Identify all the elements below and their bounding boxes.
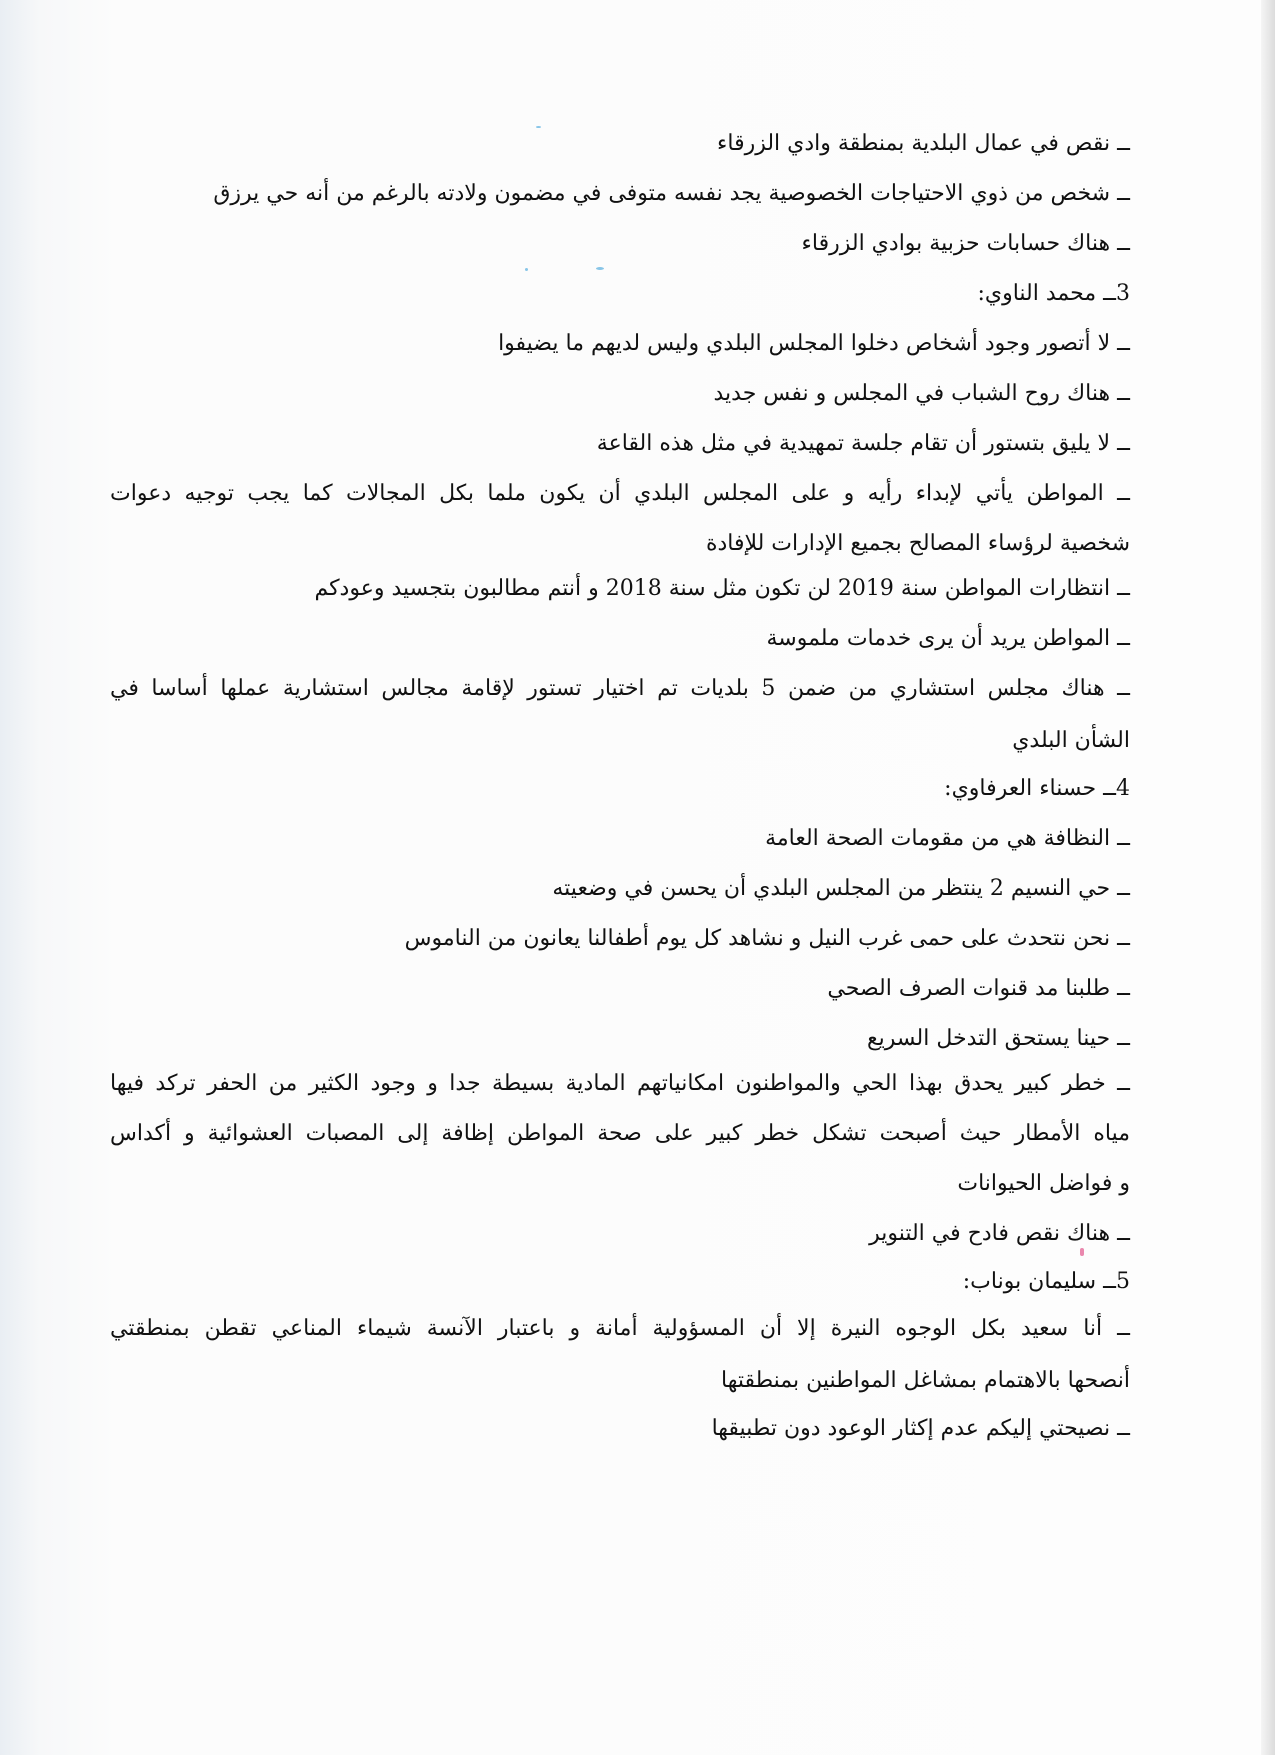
list-item: ــ المواطن يأتي لإبداء رأيه و على المجلس البلدي أن يكون ملما بكل المجالات كما يجب توجيه دعوات (110, 481, 1130, 506)
list-item: ــ طلبنا مد قنوات الصرف الصحي (827, 976, 1130, 1001)
list-item: ــ المواطن يريد أن يرى خدمات ملموسة (766, 626, 1130, 651)
list-item: ــ لا يليق بتستور أن تقام جلسة تمهيدية في مثل هذه القاعة (596, 431, 1130, 456)
scan-edge (1261, 0, 1275, 1755)
speaker-heading: 3ــ محمد الناوي: (977, 281, 1130, 306)
list-item: ــ هناك مجلس استشاري من ضمن 5 بلديات تم اختيار تستور لإقامة مجالس استشارية عملها أساسا في (110, 676, 1130, 701)
list-item: ــ النظافة هي من مقومات الصحة العامة (765, 826, 1130, 851)
list-item: ــ هناك نقص فادح في التنوير (869, 1221, 1130, 1246)
list-item: ــ لا أتصور وجود أشخاص دخلوا المجلس البلدي وليس لديهم ما يضيفوا (498, 331, 1130, 356)
list-item: ــ نقص في عمال البلدية بمنطقة وادي الزرقاء (717, 131, 1130, 156)
list-item: ــ حينا يستحق التدخل السريع (866, 1026, 1130, 1051)
list-item: ــ شخص من ذوي الاحتياجات الخصوصية يجد نفسه متوفى في مضمون ولادته بالرغم من أنه حي يرزق (213, 181, 1130, 206)
list-item-continuation: شخصية لرؤساء المصالح بجميع الإدارات للإفادة (705, 531, 1130, 556)
list-item-continuation: مياه الأمطار حيث أصبحت تشكل خطر كبير على صحة المواطن إظافة إلى المصبات العشوائية و أكداس (110, 1121, 1130, 1146)
list-item-continuation: و فواضل الحيوانات (957, 1171, 1130, 1196)
scan-speck (525, 268, 528, 271)
list-item-continuation: الشأن البلدي (1012, 728, 1130, 753)
list-item: ــ حي النسيم 2 ينتظر من المجلس البلدي أن يحسن في وضعيته (552, 876, 1130, 901)
scan-speck (1080, 1248, 1084, 1256)
list-item-continuation: أنصحها بالاهتمام بمشاغل المواطنين بمنطقتها (720, 1368, 1130, 1393)
list-item: ــ هناك حسابات حزبية بوادي الزرقاء (801, 231, 1130, 256)
scan-speck (596, 267, 604, 270)
speaker-heading: 4ــ حسناء العرفاوي: (944, 776, 1130, 801)
list-item: ــ هناك روح الشباب في المجلس و نفس جديد (713, 381, 1130, 406)
list-item: ــ انتظارات المواطن سنة 2019 لن تكون مثل سنة 2018 و أنتم مطالبون بتجسيد وعودكم (314, 576, 1130, 601)
speaker-heading: 5ــ سليمان بوناب: (962, 1269, 1130, 1294)
list-item: ــ نحن نتحدث على حمى غرب النيل و نشاهد كل يوم أطفالنا يعانون من الناموس (404, 926, 1130, 951)
scan-speck (536, 126, 541, 128)
list-item: ــ نصيحتي إليكم عدم إكثار الوعود دون تطبيقها (711, 1416, 1130, 1441)
list-item: ــ خطر كبير يحدق بهذا الحي والمواطنون امكانياتهم المادية بسيطة جدا و وجود الكثير من الحفر تركد فيها (110, 1071, 1130, 1096)
list-item: ــ أنا سعيد بكل الوجوه النيرة إلا أن المسؤولية أمانة و باعتبار الآنسة شيماء المناعي تقطن بمنطقتي (110, 1316, 1130, 1341)
